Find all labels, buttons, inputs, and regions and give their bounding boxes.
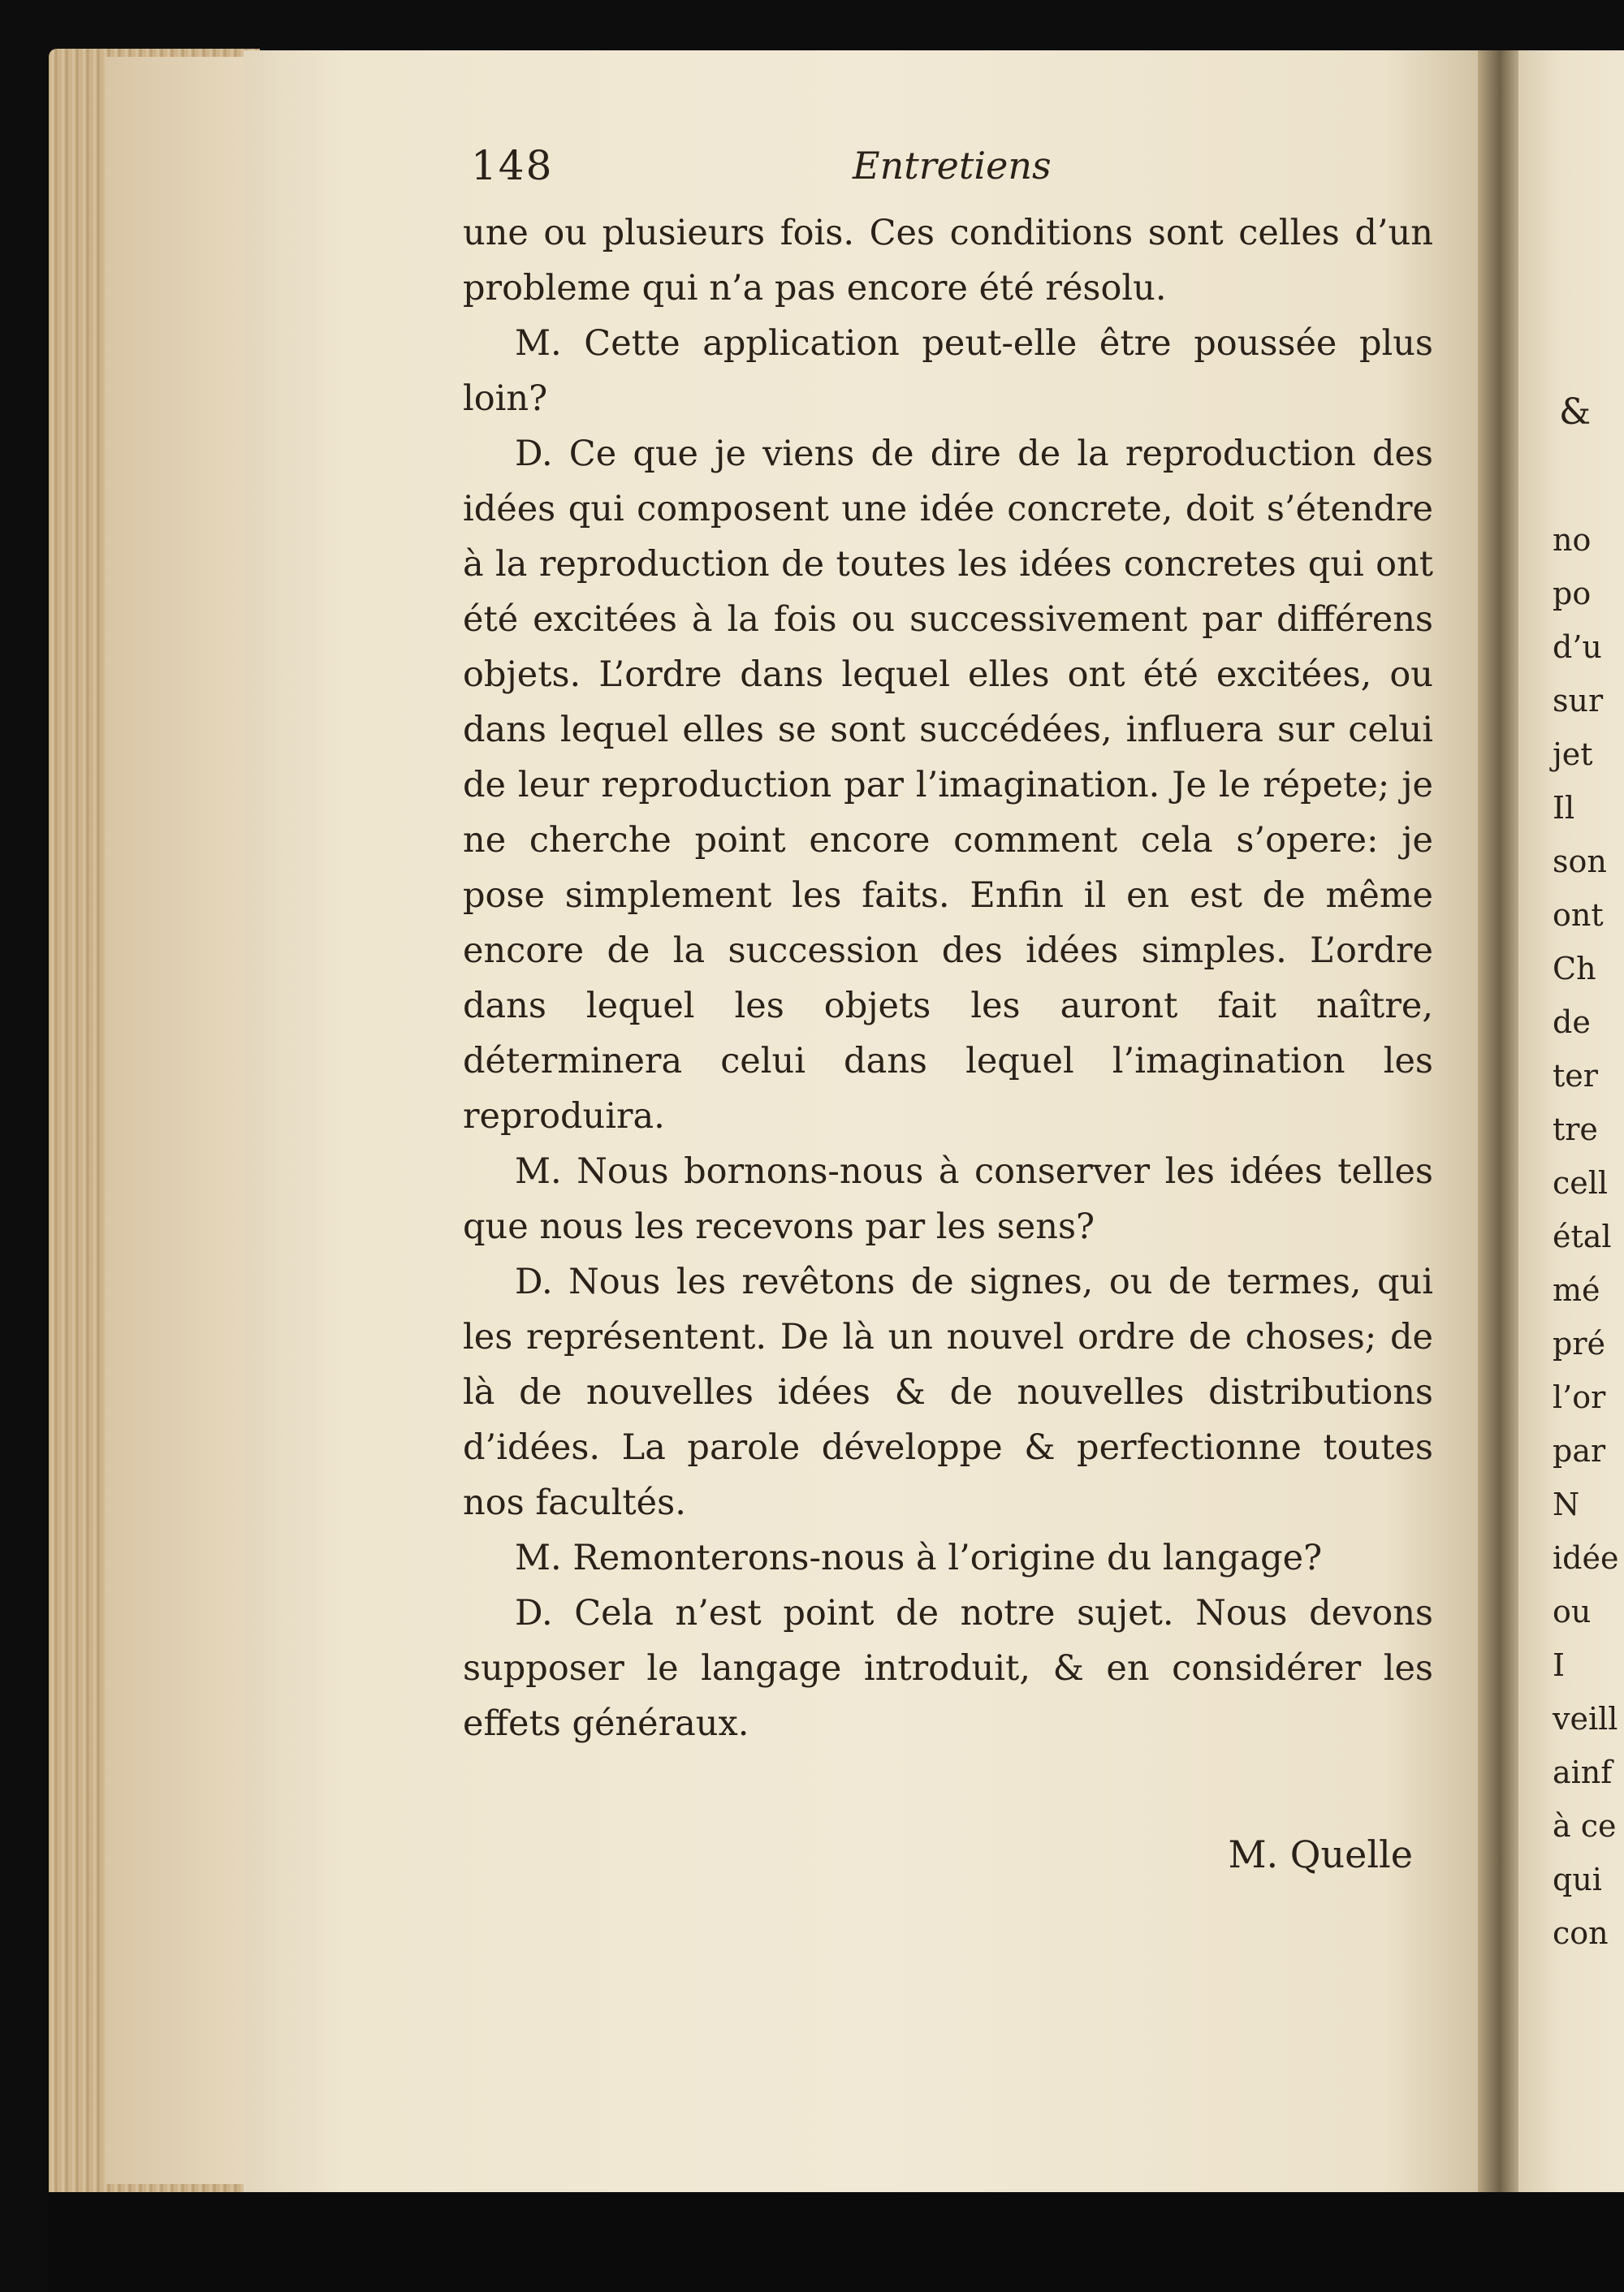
paragraph: M. Nous bornons-nous à conserver les idées telles que nous les recevons par les sens? — [463, 1151, 1433, 1247]
facing-page-fragment: qui — [1553, 1862, 1602, 1897]
page-number: 148 — [471, 142, 554, 189]
facing-page-fragment: I — [1553, 1647, 1566, 1683]
facing-page-ampersand: & — [1559, 391, 1592, 433]
paragraph: une ou plusieurs fois. Ces conditions sont celles d’un probleme qui n’a pas encore été résolu. — [463, 213, 1433, 309]
facing-page-fragment: pré — [1553, 1326, 1605, 1362]
facing-page-fragment: l’or — [1553, 1379, 1606, 1415]
page-text-block — [463, 142, 1433, 1876]
running-head — [463, 142, 1433, 199]
facing-page — [1518, 50, 1624, 2194]
facing-page-fragment: Ch — [1553, 951, 1596, 986]
facing-page-fragment: N — [1553, 1487, 1580, 1522]
facing-page-fragment: cell — [1553, 1165, 1609, 1201]
facing-page-fragment: à ce — [1553, 1808, 1617, 1844]
facing-page-fragment: d’u — [1553, 629, 1602, 665]
facing-page-fragment: no — [1553, 522, 1592, 558]
paragraph: M. Cette application peut-elle être poussée plus loin? — [463, 323, 1433, 419]
facing-page-fragment: ont — [1553, 897, 1604, 933]
paragraph: M. Remonterons-nous à l’origine du langage? — [515, 1538, 1323, 1578]
running-head-title: Entretiens — [853, 144, 1052, 188]
paragraph: D. Cela n’est point de notre sujet. Nous devons supposer le langage introduit, & en considérer les effets généraux. — [463, 1593, 1433, 1744]
facing-page-fragment: po — [1553, 576, 1592, 611]
facing-page-fragment: sur — [1553, 683, 1604, 719]
facing-page-fragment: mé — [1553, 1272, 1600, 1308]
facing-page-fragment: jet — [1553, 736, 1593, 772]
facing-page-fragment: étal — [1553, 1219, 1612, 1254]
page-edges-inner — [106, 57, 244, 2184]
paragraph: D. Ce que je viens de dire de la reproduction des idées qui composent une idée concrete, doit s’étendre à la reproduction de toutes les idées concretes qui ont été excitées à la fois ou successivement par différens objets. L’ordre dans lequel elles ont été excitées, ou dans lequel elles se sont succédées, influera sur celui de leur reproduction par l’imagination. Je le répete; je ne cherche point encore comment cela s’opere: je pose simplement les faits. Enfin il en est de même encore de la succession des idées simples. L’ordre dans lequel les objets les auront fait naître, déterminera celui dans lequel l’imagination les reproduira. — [463, 434, 1433, 1137]
bottom-shadow — [49, 2192, 1624, 2292]
facing-page-fragment: ter — [1553, 1058, 1598, 1094]
facing-page-fragment: ou — [1553, 1594, 1592, 1629]
facing-page-fragment: son — [1553, 844, 1607, 879]
facing-page-fragment: veill — [1553, 1701, 1618, 1737]
paragraph: D. Nous les revêtons de signes, ou de termes, qui les représentent. De là un nouvel ordre de choses; de là de nouvelles idées & de nouvelles distributions d’idées. La parole développe & perfectionne toutes nos facultés. — [463, 1262, 1433, 1523]
facing-page-fragment: par — [1553, 1433, 1606, 1469]
facing-page-fragments — [1553, 513, 1618, 1960]
facing-page-fragment: idée — [1553, 1540, 1619, 1576]
facing-page-fragment: tre — [1553, 1111, 1598, 1147]
catchword: M. Quelle — [1228, 1832, 1413, 1876]
facing-page-fragment: de — [1553, 1004, 1591, 1040]
facing-page-fragment: Il — [1553, 790, 1575, 826]
facing-page-fragment: con — [1553, 1915, 1609, 1951]
body-text — [463, 205, 1433, 1751]
facing-page-fragment: ainf — [1553, 1755, 1613, 1790]
